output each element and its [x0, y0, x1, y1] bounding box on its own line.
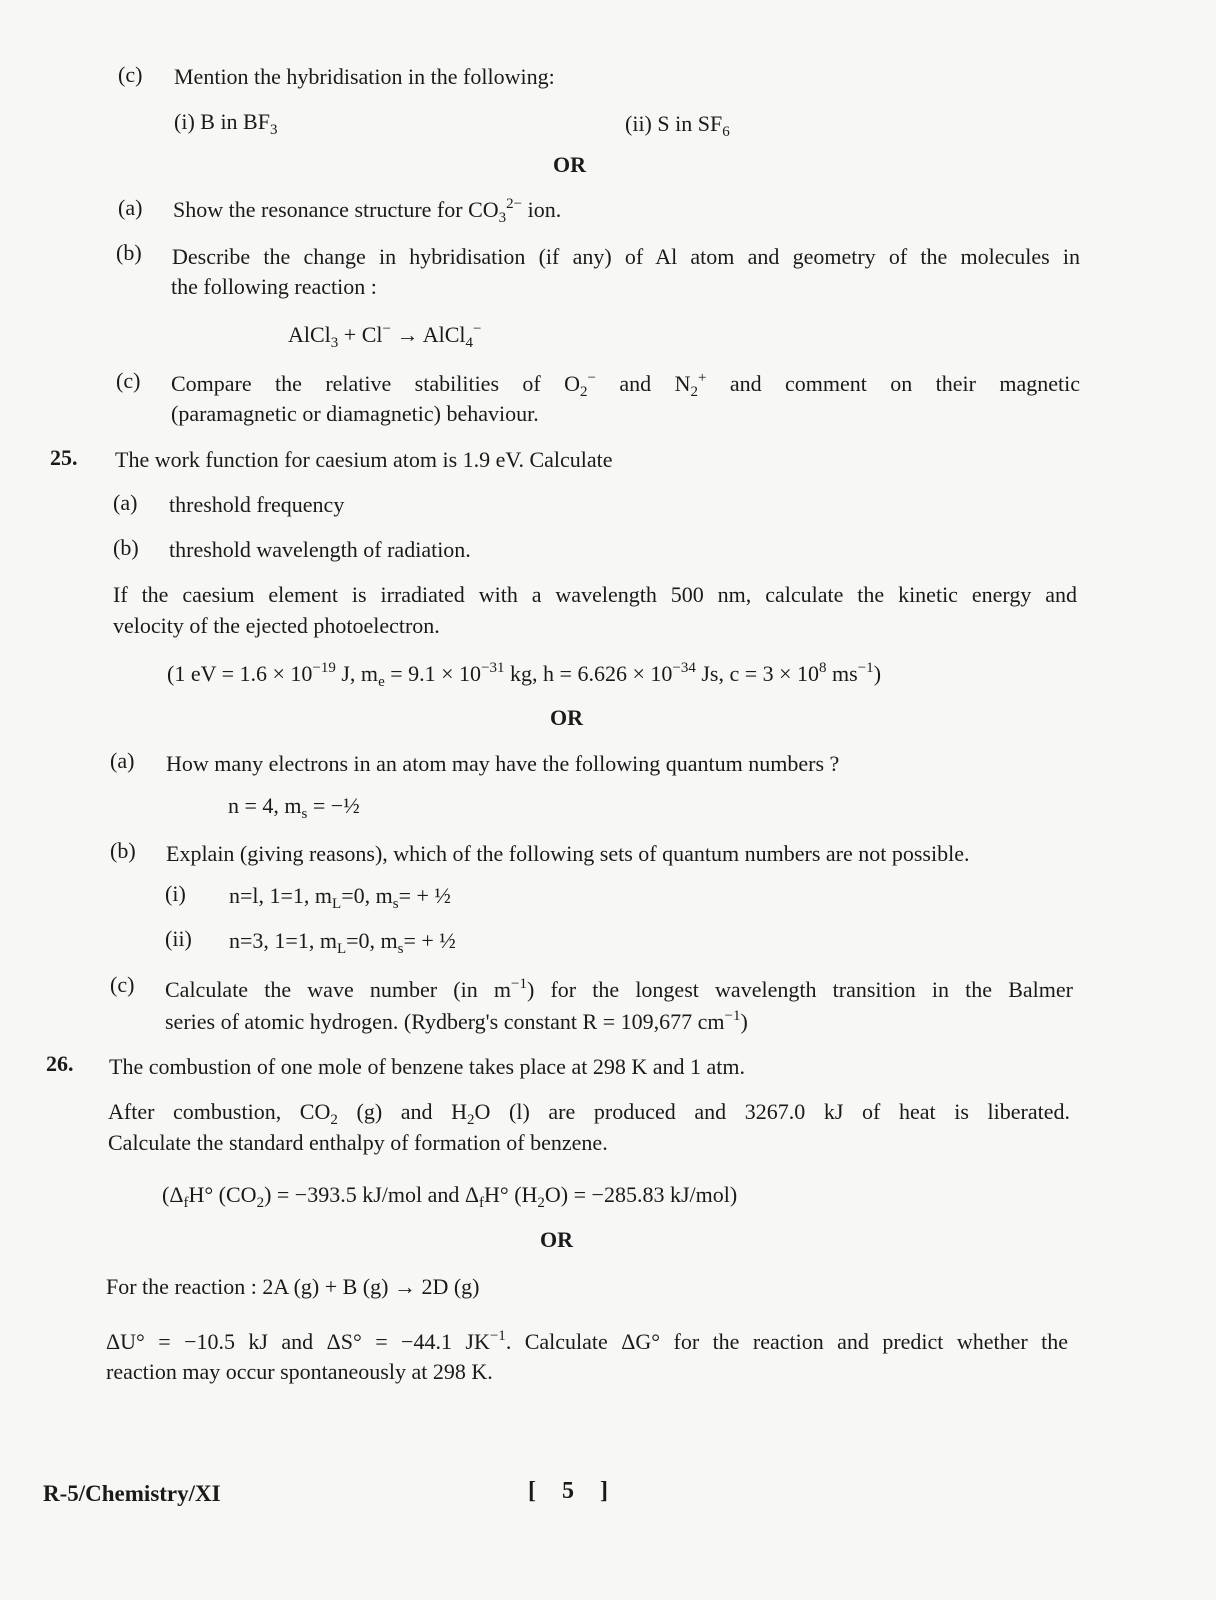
question-text: Explain (giving reasons), which of the following sets of quantum numbers are not possible. — [166, 841, 970, 866]
question-text: The work function for caesium atom is 1.9 eV. Calculate — [115, 447, 613, 472]
or-separator: OR — [550, 705, 583, 730]
question-text: reaction may occur spontaneously at 298 K. — [106, 1359, 493, 1384]
part-label-b: (b) — [116, 240, 142, 265]
or-separator: OR — [553, 152, 586, 177]
page-number: [ 5 ] — [528, 1478, 618, 1504]
part-label-a: (a) — [110, 748, 135, 773]
part-label-c: (c) — [118, 62, 143, 87]
question-text: ΔU° = −10.5 kJ and ΔS° = −44.1 $JK^{-1}$. Calculate ΔG° for the reaction and predict whether the — [106, 1328, 1069, 1354]
part-label-a: (a) — [113, 490, 138, 515]
constants: (1 eV = $1.6 \times 10^{-19}$ J, $m_e = 9.1 \times 10^{-31}$ kg, $h = 6.626 \times 10^{-34}$ Js, $c = 3 \times 10^8$ $ms^{-1}$) — [167, 660, 882, 690]
question-text: Calculate the standard enthalpy of formation of benzene. — [108, 1130, 608, 1155]
quantum-set-ii: n=3, 1=1, $m_L=0$, $m_s=$ + ½ — [229, 928, 456, 957]
question-text: series of atomic hydrogen. (Rydberg's constant R = 109,677 $cm^{-1}$) — [165, 1008, 748, 1034]
subpart-label-i: (i) — [165, 881, 186, 906]
part-label-a: (a) — [118, 195, 143, 220]
question-number-25: 25. — [50, 445, 78, 470]
question-text: After combustion, $CO_2$ (g) and $H_2O$ (l) are produced and 3267.0 kJ of heat is liberated. — [108, 1099, 1070, 1128]
part-label-b: (b) — [110, 838, 136, 863]
question-text: The combustion of one mole of benzene takes place at 298 K and 1 atm. — [109, 1054, 745, 1079]
question-text: velocity of the ejected photoelectron. — [113, 613, 440, 638]
question-text: the following reaction : — [171, 274, 377, 299]
question-text: If the caesium element is irradiated with a wavelength 500 nm, calculate the kinetic energy and — [113, 582, 1077, 607]
question-text: Mention the hybridisation in the following: — [174, 64, 555, 89]
subpart-ii: (ii) S in $SF_6$ — [625, 111, 730, 140]
question-text: How many electrons in an atom may have the following quantum numbers ? — [166, 751, 840, 776]
question-text: Compare the relative stabilities of $O_2^-$ and $N_2^+$ and comment on their magnetic — [171, 370, 1081, 400]
part-label-c: (c) — [110, 972, 135, 997]
chemical-equation: AlCl$_3$ + Cl− → AlCl$_4$− — [288, 321, 482, 351]
question-text: threshold wavelength of radiation. — [169, 537, 471, 562]
subpart-i: (i) B in $BF_3$ — [174, 109, 278, 138]
enthalpy-data: ($\Delta_fH^\circ$ $(CO_2) = -393.5$ kJ/mol and $\Delta_fH^\circ$ $(H_2O) = -285.83$ kJ/mol) — [162, 1182, 738, 1211]
question-text: For the reaction : 2A (g) + B (g) → 2D (g) — [106, 1274, 480, 1299]
paper-code: R-5/Chemistry/XI — [43, 1481, 221, 1506]
question-text: Show the resonance structure for $CO_3^{2-}$ ion. — [173, 196, 562, 226]
or-separator: OR — [540, 1227, 573, 1252]
question-text: Describe the change in hybridisation (if any) of Al atom and geometry of the molecules in — [172, 244, 1080, 269]
question-number-26: 26. — [46, 1051, 74, 1076]
subpart-label-ii: (ii) — [165, 926, 192, 951]
quantum-set-i: n=l, 1=1, $m_L=0$, $m_s=$ + ½ — [229, 883, 451, 912]
part-label-b: (b) — [113, 535, 139, 560]
quantum-numbers: n = 4, $m_s$ = −½ — [228, 793, 360, 822]
question-text: Calculate the wave number (in $m^{-1}$) for the longest wavelength transition in the Balmer — [165, 976, 1073, 1002]
part-label-c: (c) — [116, 368, 141, 393]
question-text: threshold frequency — [169, 492, 345, 517]
question-text: (paramagnetic or diamagnetic) behaviour. — [171, 401, 539, 426]
